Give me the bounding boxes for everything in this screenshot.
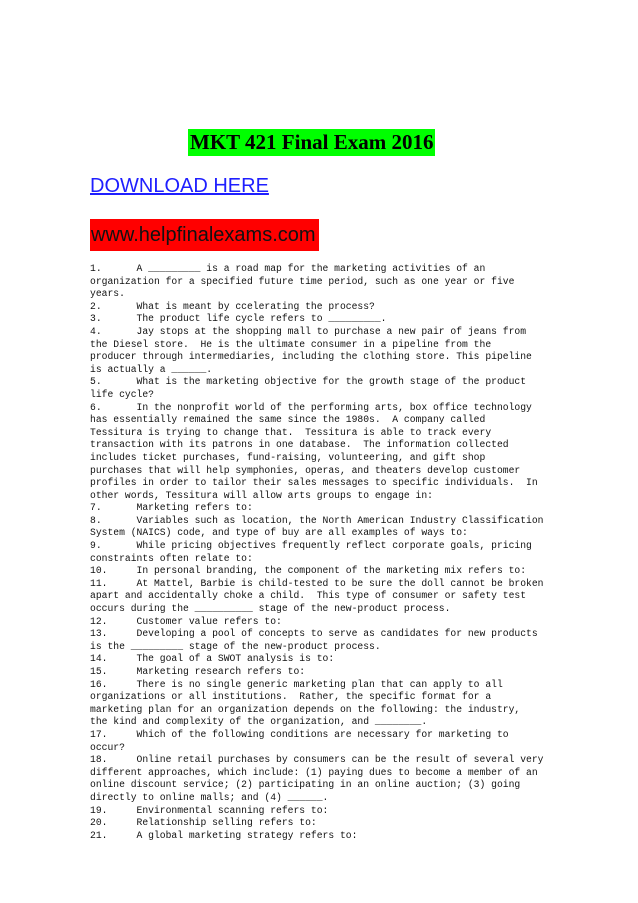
- question-line: other words, Tessitura will allow arts groups to engage in:: [90, 489, 433, 501]
- question-line: 12. Customer value refers to:: [90, 615, 282, 627]
- download-link[interactable]: DOWNLOAD HERE: [90, 175, 269, 197]
- question-line: 15. Marketing research refers to:: [90, 666, 306, 677]
- question-line: marketing plan for an organization depends on the following: the industry,: [90, 703, 521, 715]
- question-line: 4. Jay stops at the shopping mall to purchase a new pair of jeans from: [90, 325, 527, 337]
- question-line: 20. Relationship selling refers to:: [90, 817, 317, 829]
- question-line: directly to online malls; and (4) ______.: [90, 791, 329, 803]
- question-line: different approaches, which include: (1) paying dues to become a member of an: [90, 766, 538, 778]
- question-line: 19. Environmental scanning refers to:: [90, 804, 329, 816]
- question-line: occurs during the __________ stage of the new-product process.: [90, 603, 451, 615]
- question-line: profiles in order to tailor their sales messages to specific individuals. In: [90, 477, 538, 489]
- question-line: constraints often relate to:: [90, 552, 253, 564]
- question-line: producer through intermediaries, including the clothing store. This pipeline: [90, 351, 532, 363]
- page-title: MKT 421 Final Exam 2016: [190, 130, 434, 154]
- question-line: occur?: [90, 741, 125, 753]
- question-line: 21. A global marketing strategy refers to:: [90, 829, 358, 841]
- question-line: the kind and complexity of the organization, and ________.: [90, 716, 428, 728]
- question-line: 6. In the nonprofit world of the performing arts, box office technology: [90, 401, 532, 413]
- question-line: 10. In personal branding, the component of the marketing mix refers to:: [90, 565, 527, 577]
- question-line: life cycle?: [90, 388, 154, 400]
- question-line: purchases that will help symphonies, operas, and theaters develop customer: [90, 464, 521, 476]
- question-line: organization for a specified future time period, such as one year or five: [90, 275, 515, 287]
- question-line: 17. Which of the following conditions are necessary for marketing to: [90, 728, 509, 740]
- question-line: 18. Online retail purchases by consumers can be the result of several very: [90, 754, 544, 766]
- question-line: is the _________ stage of the new-product process.: [90, 640, 381, 652]
- question-line: transaction with its patrons in one database. The information collected: [90, 439, 509, 451]
- question-line: 7. Marketing refers to:: [90, 502, 253, 514]
- question-line: 14. The goal of a SWOT analysis is to:: [90, 653, 335, 665]
- question-line: organizations or all institutions. Rather, the specific format for a: [90, 691, 492, 703]
- question-line: 1. A _________ is a road map for the marketing activities of an: [90, 263, 486, 274]
- website-link[interactable]: www.helpfinalexams.com: [90, 219, 319, 251]
- question-line: 8. Variables such as location, the North American Industry Classification: [90, 514, 544, 526]
- question-line: online discount service; (2) participating in an online auction; (3) going: [90, 779, 521, 791]
- question-line: 5. What is the marketing objective for the growth stage of the product: [90, 376, 527, 388]
- question-line: 3. The product life cycle refers to _________.: [90, 313, 387, 325]
- question-line: 9. While pricing objectives frequently reflect corporate goals, pricing: [90, 540, 532, 552]
- question-line: apart and accidentally choke a child. This type of consumer or safety test: [90, 590, 527, 602]
- question-line: the Diesel store. He is the ultimate consumer in a pipeline from the: [90, 338, 492, 350]
- question-line: years.: [90, 288, 125, 300]
- exam-questions: [90, 263, 560, 842]
- question-line: 11. At Mattel, Barbie is child-tested to be sure the doll cannot be broken: [90, 577, 544, 589]
- question-line: has essentially remained the same since the 1980s. A company called: [90, 414, 486, 426]
- question-line: 13. Developing a pool of concepts to serve as candidates for new products: [90, 628, 538, 640]
- question-line: is actually a ______.: [90, 363, 213, 375]
- question-line: System (NAICS) code, and type of buy are all examples of ways to:: [90, 527, 468, 539]
- question-line: 2. What is meant by ccelerating the process?: [90, 300, 375, 312]
- question-line: Tessitura is trying to change that. Tessitura is able to track every: [90, 426, 492, 438]
- question-line: includes ticket purchases, fund-raising, volunteering, and gift shop: [90, 451, 486, 463]
- question-line: 16. There is no single generic marketing plan that can apply to all: [90, 678, 503, 690]
